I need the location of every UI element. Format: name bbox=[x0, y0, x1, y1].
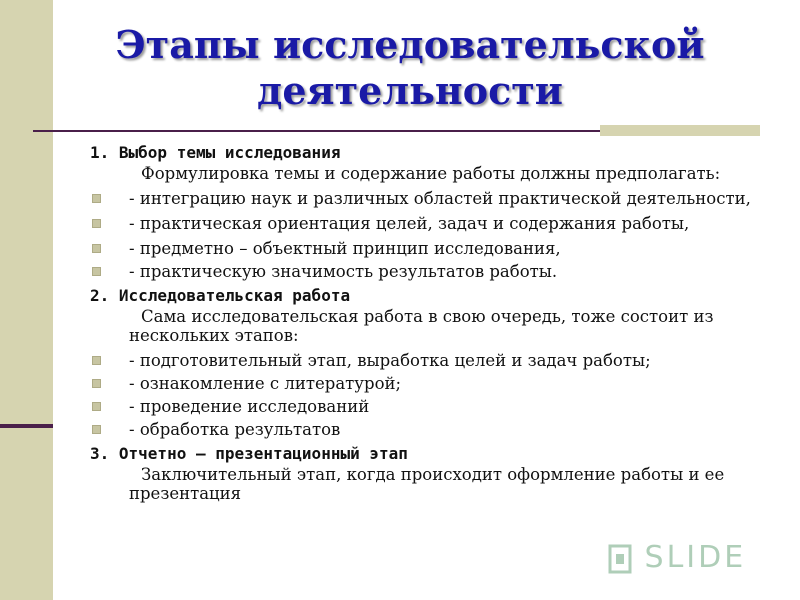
square-bullet-icon bbox=[92, 356, 101, 365]
list-item: - подготовительный этап, выработка целей и задач работы; bbox=[129, 351, 780, 370]
list-item: - ознакомление с литературой; bbox=[129, 374, 780, 393]
square-bullet-icon bbox=[92, 219, 101, 228]
list-item: - практическую значимость результатов работы. bbox=[129, 262, 780, 281]
section-intro: Формулировка темы и содержание работы должны предполагать: bbox=[141, 164, 721, 183]
section-intro: Заключительный этап, когда происходит оформление работы и ее презентация bbox=[129, 465, 725, 503]
list-item: - проведение исследований bbox=[129, 397, 780, 416]
list-item: - предметно – объектный принцип исследования, bbox=[129, 239, 780, 258]
section-heading: 1. Выбор темы исследования bbox=[90, 143, 341, 162]
section-heading: 3. Отчетно – презентационный этап bbox=[90, 444, 408, 463]
square-bullet-icon bbox=[92, 267, 101, 276]
square-bullet-icon bbox=[92, 425, 101, 434]
square-bullet-icon bbox=[92, 194, 101, 203]
square-bullet-icon bbox=[92, 402, 101, 411]
square-bullet-icon bbox=[92, 244, 101, 253]
divider-accent-block bbox=[600, 125, 760, 136]
left-sidebar-band bbox=[0, 0, 53, 600]
title-divider bbox=[33, 130, 600, 132]
list-item: - обработка результатов bbox=[129, 420, 780, 439]
section-heading: 2. Исследовательская работа bbox=[90, 286, 351, 305]
watermark-mark-icon bbox=[608, 544, 632, 574]
sidebar-accent-line bbox=[0, 424, 53, 428]
slide-title: Этапы исследовательской деятельности bbox=[115, 22, 705, 113]
watermark-logo: SLIDE bbox=[608, 540, 746, 575]
list-item: - практическая ориентация целей, задач и содержания работы, bbox=[129, 214, 780, 233]
slide-content bbox=[90, 142, 780, 503]
list-item: - интеграцию наук и различных областей практической деятельности, bbox=[129, 189, 780, 208]
square-bullet-icon bbox=[92, 379, 101, 388]
section-intro: Сама исследовательская работа в свою очередь, тоже состоит из нескольких этапов: bbox=[129, 307, 714, 345]
